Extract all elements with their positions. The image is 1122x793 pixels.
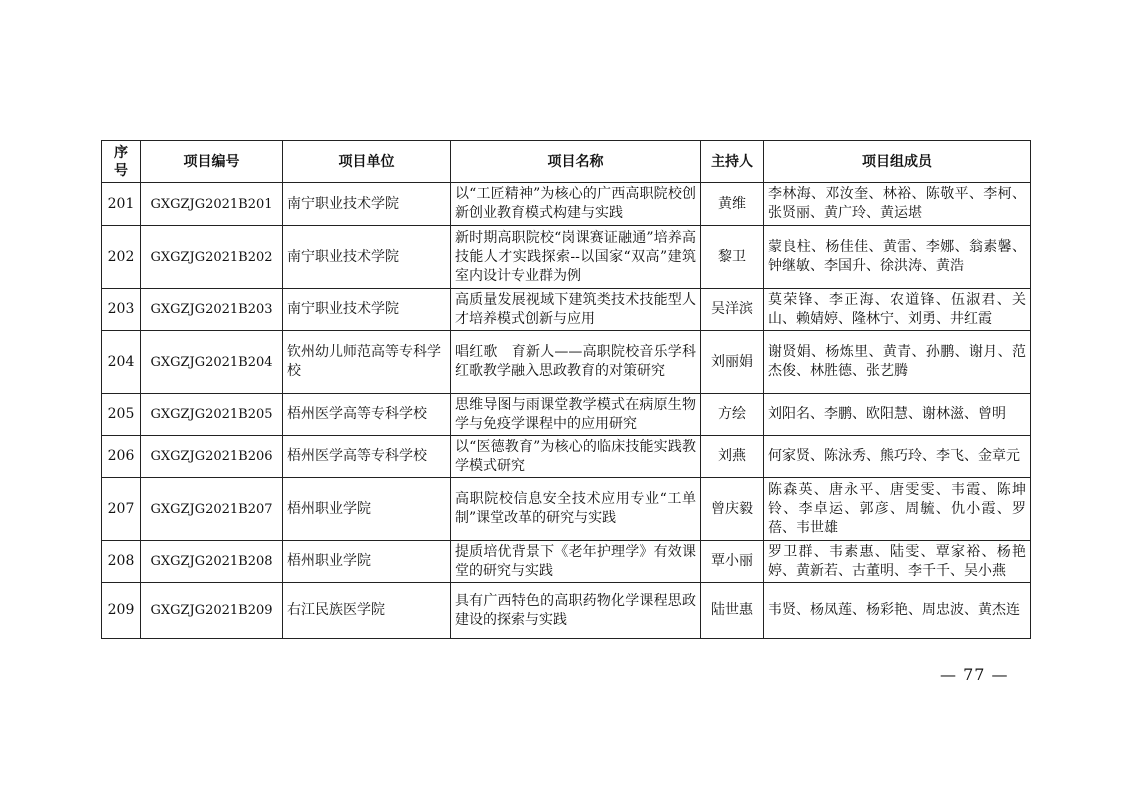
cell-code: GXGZJG2021B209 xyxy=(141,583,283,639)
cell-no: 208 xyxy=(102,541,141,583)
cell-name: 具有广西特色的高职药物化学课程思政建设的探索与实践 xyxy=(451,583,701,639)
cell-code: GXGZJG2021B203 xyxy=(141,289,283,331)
cell-host: 吴洋滨 xyxy=(701,289,764,331)
cell-code: GXGZJG2021B205 xyxy=(141,394,283,436)
cell-no: 207 xyxy=(102,478,141,541)
cell-unit: 梧州职业学院 xyxy=(283,541,451,583)
cell-host: 刘燕 xyxy=(701,436,764,478)
table-row xyxy=(102,289,1031,331)
cell-host: 黄维 xyxy=(701,183,764,226)
page-number: — 77 — xyxy=(940,665,1009,684)
cell-unit: 南宁职业技术学院 xyxy=(283,183,451,226)
table-row xyxy=(102,331,1031,394)
table-row xyxy=(102,436,1031,478)
header-host: 主持人 xyxy=(701,141,764,183)
table-row xyxy=(102,394,1031,436)
cell-host: 刘丽娟 xyxy=(701,331,764,394)
cell-host: 陆世惠 xyxy=(701,583,764,639)
cell-members: 谢贤娟、杨炼里、黄青、孙鹏、谢月、范杰俊、林胜德、张艺腾 xyxy=(764,331,1031,394)
cell-members: 何家贤、陈泳秀、熊巧玲、李飞、金章元 xyxy=(764,436,1031,478)
cell-members: 韦贤、杨凤莲、杨彩艳、周忠波、黄杰连 xyxy=(764,583,1031,639)
cell-name: 以“工匠精神”为核心的广西高职院校创新创业教育模式构建与实践 xyxy=(451,183,701,226)
cell-code: GXGZJG2021B204 xyxy=(141,331,283,394)
table-row xyxy=(102,183,1031,226)
cell-members: 李林海、邓汝奎、林裕、陈敬平、李柯、张贤丽、黄广玲、黄运堪 xyxy=(764,183,1031,226)
cell-name: 高职院校信息安全技术应用专业“工单制”课堂改革的研究与实践 xyxy=(451,478,701,541)
cell-name: 高质量发展视域下建筑类技术技能型人才培养模式创新与应用 xyxy=(451,289,701,331)
cell-name: 唱红歌 育新人——高职院校音乐学科红歌教学融入思政教育的对策研究 xyxy=(451,331,701,394)
cell-unit: 钦州幼儿师范高等专科学校 xyxy=(283,331,451,394)
cell-members: 罗卫群、韦素惠、陆雯、覃家裕、杨艳婷、黄新若、古董明、李千千、吴小燕 xyxy=(764,541,1031,583)
cell-no: 201 xyxy=(102,183,141,226)
cell-no: 203 xyxy=(102,289,141,331)
cell-members: 蒙良柱、杨佳佳、黄雷、李娜、翁素馨、钟继敏、李国升、徐洪涛、黄浩 xyxy=(764,226,1031,289)
header-members: 项目组成员 xyxy=(764,141,1031,183)
table-row xyxy=(102,541,1031,583)
cell-no: 202 xyxy=(102,226,141,289)
cell-code: GXGZJG2021B201 xyxy=(141,183,283,226)
cell-no: 209 xyxy=(102,583,141,639)
cell-no: 206 xyxy=(102,436,141,478)
cell-unit: 南宁职业技术学院 xyxy=(283,289,451,331)
cell-unit: 南宁职业技术学院 xyxy=(283,226,451,289)
cell-unit: 梧州医学高等专科学校 xyxy=(283,394,451,436)
table-row xyxy=(102,226,1031,289)
cell-members: 陈森英、唐永平、唐雯雯、韦霞、陈坤铃、李卓运、郭彦、周毓、仇小霞、罗蓓、韦世雄 xyxy=(764,478,1031,541)
cell-no: 205 xyxy=(102,394,141,436)
header-code: 项目编号 xyxy=(141,141,283,183)
cell-code: GXGZJG2021B207 xyxy=(141,478,283,541)
cell-code: GXGZJG2021B202 xyxy=(141,226,283,289)
cell-host: 曾庆毅 xyxy=(701,478,764,541)
header-unit: 项目单位 xyxy=(283,141,451,183)
cell-name: 以“医德教育”为核心的临床技能实践教学模式研究 xyxy=(451,436,701,478)
cell-unit: 梧州医学高等专科学校 xyxy=(283,436,451,478)
header-name: 项目名称 xyxy=(451,141,701,183)
cell-members: 刘阳名、李鹏、欧阳慧、谢林滋、曾明 xyxy=(764,394,1031,436)
cell-name: 新时期高职院校“岗课赛证融通”培养高技能人才实践探索--以国家“双高”建筑室内设计专业群为例 xyxy=(451,226,701,289)
cell-name: 思维导图与雨课堂教学模式在病原生物学与免疫学课程中的应用研究 xyxy=(451,394,701,436)
table-row xyxy=(102,583,1031,639)
table-row xyxy=(102,478,1031,541)
header-no: 序号 xyxy=(102,141,141,183)
project-table xyxy=(101,140,1031,639)
cell-unit: 梧州职业学院 xyxy=(283,478,451,541)
cell-unit: 右江民族医学院 xyxy=(283,583,451,639)
cell-host: 黎卫 xyxy=(701,226,764,289)
cell-code: GXGZJG2021B206 xyxy=(141,436,283,478)
cell-name: 提质培优背景下《老年护理学》有效课堂的研究与实践 xyxy=(451,541,701,583)
cell-members: 莫荣锋、李正海、农道锋、伍淑君、关山、赖婧婷、隆林宁、刘勇、井红霞 xyxy=(764,289,1031,331)
cell-no: 204 xyxy=(102,331,141,394)
table-header-row xyxy=(102,141,1031,183)
cell-host: 覃小丽 xyxy=(701,541,764,583)
cell-code: GXGZJG2021B208 xyxy=(141,541,283,583)
cell-host: 方绘 xyxy=(701,394,764,436)
